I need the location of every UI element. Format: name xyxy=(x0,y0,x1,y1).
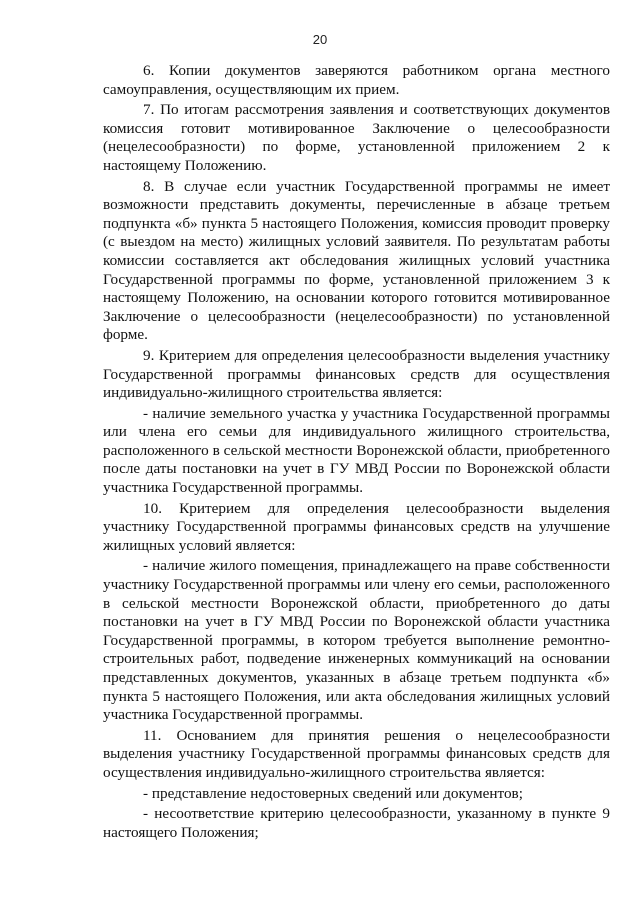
paragraph-9: 9. Критерием для определения целесообразности выделения участнику Государственной программы финансовых средств для осуществления индивидуально-жилищного строительства является: xyxy=(103,346,610,402)
paragraph-10-criterion: - наличие жилого помещения, принадлежащего на праве собственности участнику Государственной программы или члену его семьи, расположенного в сельской местности Воронежской области, приобретенного до даты постановки на учет в ГУ МВД России по Воронежской области участника Государственной программы, в котором требуется выполнение ремонтно-строительных работ, подведение инженерных коммуникаций на основании представленных документов, указанных в абзаце третьем подпункта «б» пункта 5 настоящего Положения, или акта обследования жилищных условий участника Государственной программы. xyxy=(103,557,610,724)
paragraph-8: 8. В случае если участник Государственной программы не имеет возможности представить документы, перечисленные в абзаце третьем подпункта «б» пункта 5 настоящего Положения, комиссия проводит проверку (с выездом на место) жилищных условий заявителя. По результатам работы комиссии составляется акт обследования жилищных условий участника Государственной программы по форме, установленной приложением 3 к настоящему Положению, на основании которого готовится мотивированное Заключение о целесообразности (нецелесообразности) по установленной форме. xyxy=(103,177,610,344)
paragraph-11: 11. Основанием для принятия решения о нецелесообразности выделения участнику Государственной программы финансовых средств для осуществления индивидуально-жилищного строительства является: xyxy=(103,726,610,781)
paragraph-11-item-1: - представление недостоверных сведений или документов; xyxy=(143,784,523,802)
page-number: 20 xyxy=(312,32,328,47)
paragraph-10: 10. Критерием для определения целесообразности выделения участнику Государственной программы финансовых средств на улучшение жилищных условий является: xyxy=(103,499,610,554)
paragraph-11-item-2: - несоответствие критерию целесообразности, указанному в пункте 9 настоящего Положения; xyxy=(103,805,610,841)
document-body xyxy=(103,62,610,842)
paragraph-7: 7. По итогам рассмотрения заявления и соответствующих документов комиссия готовит мотивированное Заключение о целесообразности (нецелесообразности) по форме, установленной приложением 2 к настоящему Положению. xyxy=(103,101,610,174)
paragraph-9-criterion: - наличие земельного участка у участника Государственной программы или члена его семьи для индивидуального жилищного строительства, расположенного в сельской местности Воронежской области, приобретенного после даты постановки на учет в ГУ МВД России по Воронежской области участника Государственной программы. xyxy=(103,404,610,497)
paragraph-6: 6. Копии документов заверяются работником органа местного самоуправления, осуществляющим их прием. xyxy=(103,62,610,98)
